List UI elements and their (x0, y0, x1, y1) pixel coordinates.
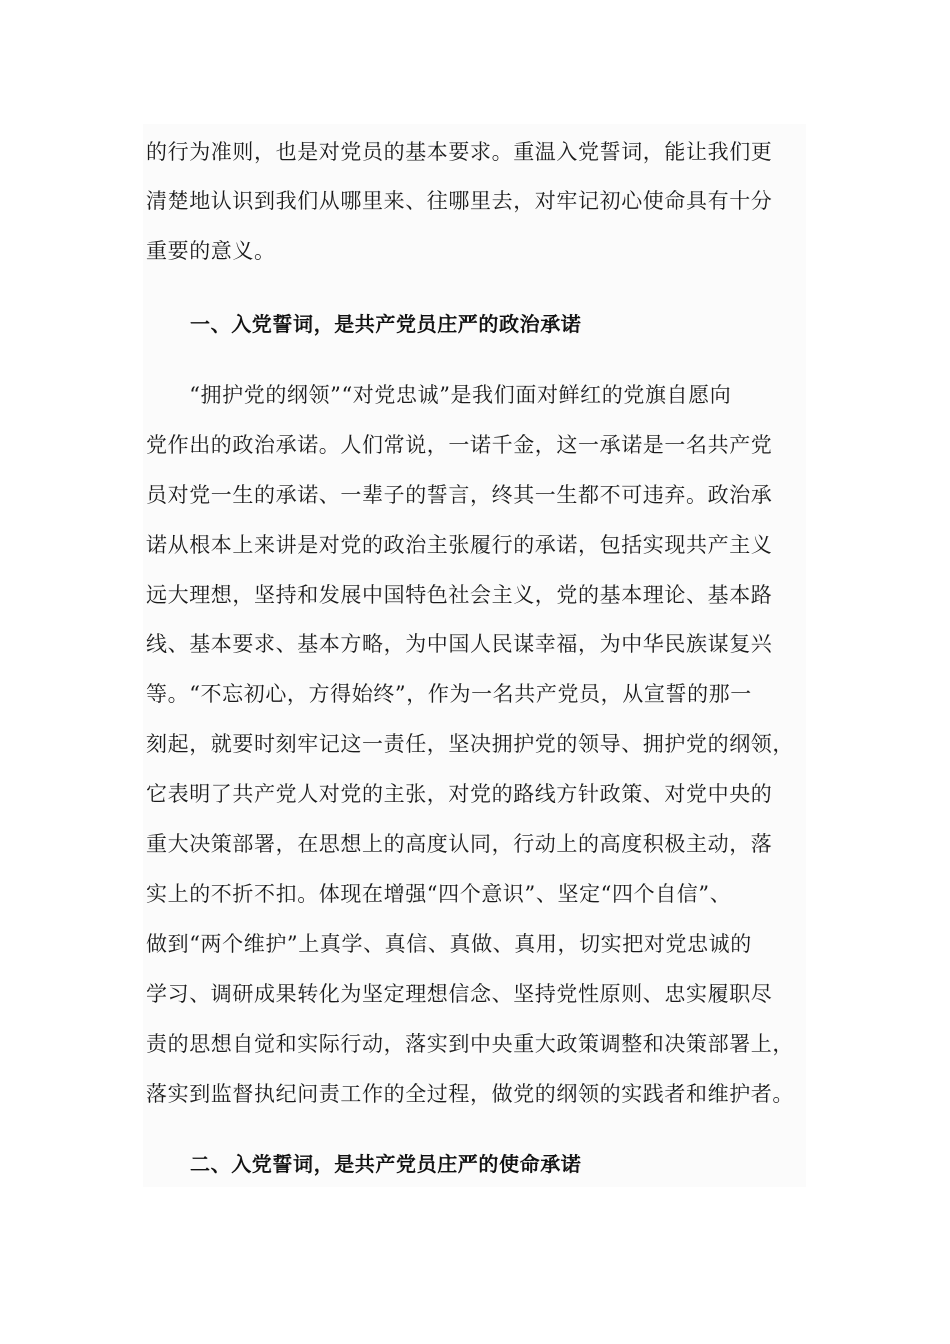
intro-line: 的行为准则，也是对党员的基本要求。重温入党誓词，能让我们更 (146, 140, 773, 164)
paragraph-line: 落实到监督执纪问责工作的全过程，做党的纲领的实践者和维护者。 (146, 1082, 794, 1106)
paragraph-line: 线、基本要求、基本方略，为中国人民谋幸福，为中华民族谋复兴 (146, 632, 773, 656)
intro-line: 清楚地认识到我们从哪里来、往哪里去，对牢记初心使命具有十分 (146, 189, 773, 213)
paragraph-line: 等。“不忘初心，方得始终”，作为一名共产党员，从宣誓的那一 (146, 682, 752, 706)
paragraph-line: 做到“两个维护”上真学、真信、真做、真用，切实把对党忠诚的 (146, 932, 752, 956)
paragraph-line: 刻起，就要时刻牢记这一责任，坚决拥护党的领导、拥护党的纲领， (146, 732, 794, 756)
paragraph-line: 重大决策部署，在思想上的高度认同，行动上的高度积极主动，落 (146, 832, 773, 856)
paragraph-line: 学习、调研成果转化为坚定理想信念、坚持党性原则、忠实履职尽 (146, 982, 773, 1006)
paragraph-line: “拥护党的纲领”“对党忠诚”是我们面对鲜红的党旗自愿向 (146, 383, 732, 407)
paragraph-line: 党作出的政治承诺。人们常说，一诺千金，这一承诺是一名共产党 (146, 433, 773, 457)
paragraph-line: 责的思想自觉和实际行动，落实到中央重大政策调整和决策部署上， (146, 1032, 794, 1056)
paragraph-line: 它表明了共产党人对党的主张，对党的路线方针政策、对党中央的 (146, 782, 773, 806)
paragraph-line: 实上的不折不扣。体现在增强“四个意识”、坚定“四个自信”、 (146, 882, 732, 906)
section-heading-1: 一、入党誓词，是共产党员庄严的政治承诺 (190, 312, 582, 336)
paragraph-line: 员对党一生的承诺、一辈子的誓言，终其一生都不可违弃。政治承 (146, 483, 773, 507)
section-heading-2: 二、入党誓词，是共产党员庄严的使命承诺 (190, 1152, 582, 1176)
paragraph-line: 诺从根本上来讲是对党的政治主张履行的承诺，包括实现共产主义 (146, 533, 773, 557)
intro-line: 重要的意义。 (146, 239, 276, 263)
paragraph-line: 远大理想，坚持和发展中国特色社会主义，党的基本理论、基本路 (146, 583, 773, 607)
